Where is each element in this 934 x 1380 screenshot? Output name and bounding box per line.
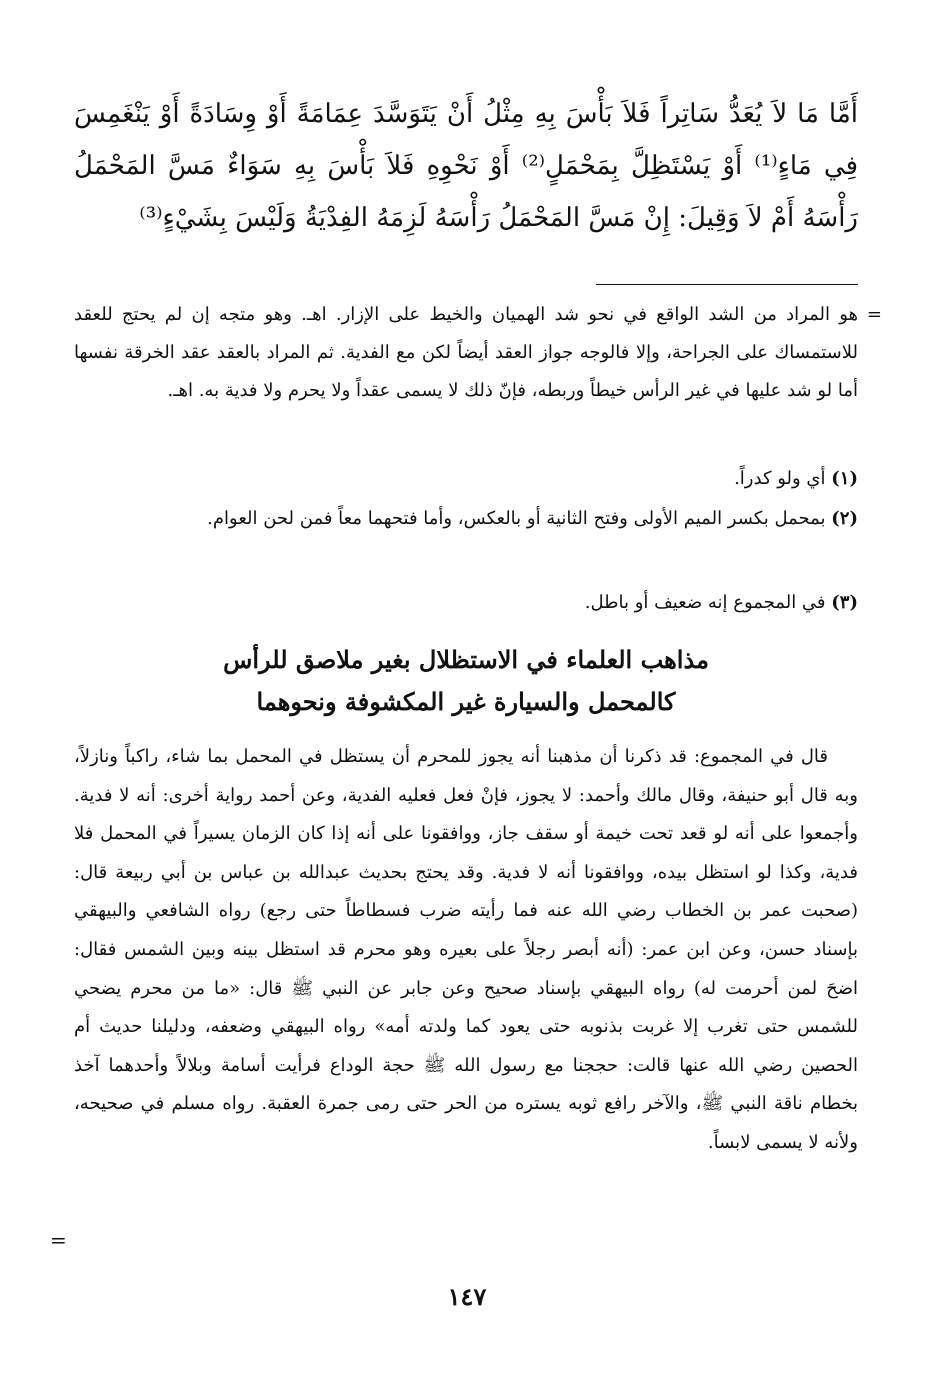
continuation-mark: =	[50, 1228, 67, 1252]
continuation-mark: =	[866, 304, 882, 325]
footnote-text: بمحمل بكسر الميم الأولى وفتح الثانية أو بالعكس، وأما فتحهما معاً فمن لحن العوام.	[207, 508, 826, 529]
footnote-number: (١)	[831, 468, 858, 489]
section-title-line-2: كالمحمل والسيارة غير المكشوفة ونحوهما	[256, 687, 676, 716]
footnote-3	[74, 584, 858, 622]
footnote-continuation	[74, 296, 882, 410]
main-text: أَمَّا مَا لاَ يُعَدُّ سَاتِراً فَلاَ بَأْسَ بِهِ مِثْلُ أَنْ يَتَوَسَّدَ عِمَامَةً أَوْ وِسَادَةً أَوْ يَنْغَمِسَ فِي مَاءٍ⁽¹⁾ أَوْ يَسْتَظِلَّ بِمَحْمَلٍ⁽²⁾ أَوْ نَحْوِهِ فَلاَ بَأْسَ بِهِ سَوَاءٌ مَسَّ المَحْمَلُ رَأْسَهُ أَمْ لاَ وَقِيلَ: إِنْ مَسَّ المَحْمَلُ رَأْسَهُ لَزِمَهُ الفِدْيَةُ وَلَيْسَ بِشَيْءٍ⁽³⁾	[74, 99, 858, 233]
footnote-separator	[596, 284, 858, 285]
footnote-1	[74, 460, 858, 498]
footnote-text: في المجموع إنه ضعيف أو باطل.	[584, 592, 826, 613]
footnote-continuation-text: هو المراد من الشد الواقع في نحو شد الهميان والخيط على الإزار. اهـ. وهو متجه إن لم يحتج للعقد للاستمساك على الجراحة، وإلا فالوجه جواز العقد أيضاً لكن مع الفدية. ثم المراد بالعقد عقد الخرقة نفسها أما لو شد عليها في غير الرأس خيطاً وربطه، فإنّ ذلك لا يسمى عقداً ولا يحرم ولا فدية به. اهـ.	[74, 304, 858, 401]
footnote-number: (٣)	[831, 592, 858, 613]
footnote-number: (٢)	[831, 508, 858, 529]
footnote-text: أي ولو كدراً.	[734, 468, 826, 489]
section-title-line-1: مذاهب العلماء في الاستظلال بغير ملاصق للرأس	[223, 645, 709, 674]
page-number: ١٤٧	[447, 1282, 487, 1311]
footnote-2	[74, 500, 858, 538]
section-body: قال في المجموع: قد ذكرنا أن مذهبنا أنه يجوز للمحرم أن يستظل في المحمل بما شاء، راكباً ونازلاً، وبه قال أبو حنيفة، وقال مالك وأحمد: لا يجوز، فإنْ فعل فعليه الفدية، وعن أحمد رواية أخرى: أنه لا فدية. وأجمعوا على أنه لو قعد تحت خيمة أو سقف جاز، ووافقونا على أنه إذا كان الزمان يسيراً في المحمل فلا فدية، وكذا لو استظل بيده، ووافقونا أنه لا فدية. وقد يحتج بحديث عبدالله بن عباس بن أبي ربيعة قال: (صحبت عمر بن الخطاب رضي الله عنه فما رأيته ضرب فسطاطاً حتى رجع) رواه الشافعي والبيهقي بإسناد حسن، وعن ابن عمر: (أنه أبصر رجلاً على بعيره وهو محرم قد استظل بينه وبين الشمس فقال: اضحَ لمن أحرمت له) رواه البيهقي بإسناد صحيح وعن جابر عن النبي ﷺ قال: «ما من محرم يضحي للشمس حتى تغرب إلا غربت بذنوبه حتى يعود كما ولدته أمه» رواه البيهقي وضعفه، ودليلنا حديث أم الحصين رضي الله عنها قالت: حججنا مع رسول الله ﷺ حجة الوداع فرأيت أسامة وبلالاً وأحدهما آخذ بخطام ناقة النبي ﷺ، والآخر رافع ثوبه يستره من الحر حتى رمى جمرة العقبة. رواه مسلم في صحيحه، ولأنه لا يسمى لابساً.	[74, 746, 858, 1153]
